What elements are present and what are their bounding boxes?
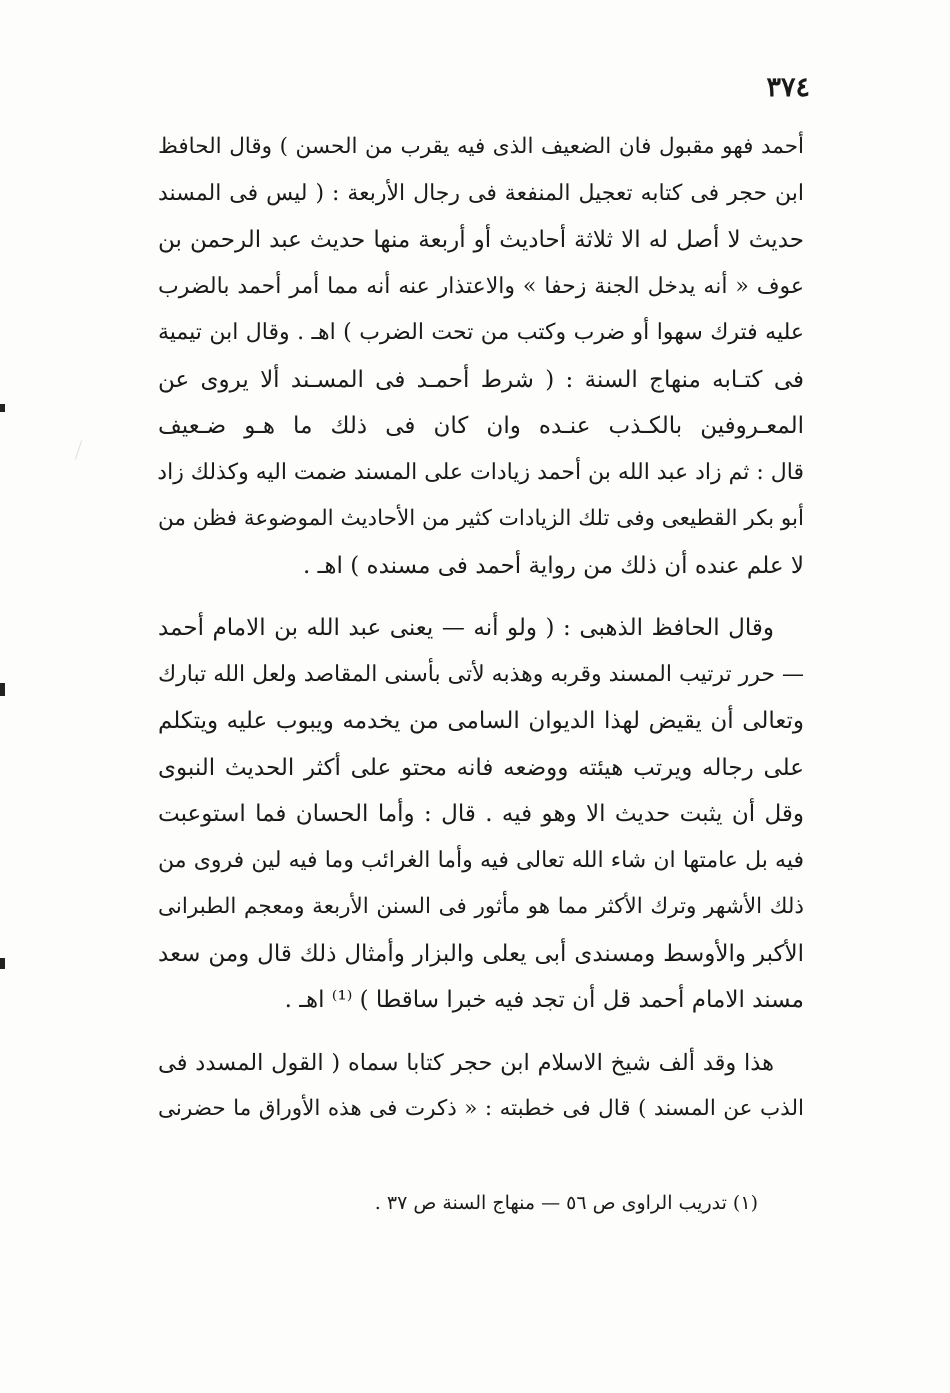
paragraph-1	[158, 124, 804, 589]
text-line: وقل أن يثبت حديث الا وهو فيه . قال : وأما الحسان فما استوعبت	[158, 801, 804, 827]
text-line: ذلك الأشهر وترك الأكثر مما هو مأثور فى السنن الأربعة ومعجم الطبرانى	[158, 894, 804, 919]
scan-artifact	[0, 683, 5, 696]
text-line: وقال الحافظ الذهبى : ( ولو أنه — يعنى عبد الله بن الامام أحمد	[158, 615, 774, 641]
text-line: الذب عن المسند ) قال فى خطبته : « ذكرت فى هذه الأوراق ما حضرنى	[158, 1096, 804, 1121]
text-line: المعـروفين بالكـذب عنـده وان كان فى ذلك ما هـو ضـعيف	[158, 413, 804, 439]
text-line: أبو بكر القطيعى وفى تلك الزيادات كثير من الأحاديث الموضوعة فظن من	[158, 506, 804, 531]
text-line: فيه بل عامتها ان شاء الله تعالى فيه وأما الغرائب وما فيه لين فروى من	[158, 847, 804, 873]
text-line: فى كتـابه منهاج السنة : ( شرط أحمـد فى المسـند ألا يروى عن	[158, 366, 804, 393]
text-line: أحمد فهو مقبول فان الضعيف الذى فيه يقرب من الحسن ) وقال الحافظ	[158, 134, 804, 159]
text-line: حديث لا أصل له الا ثلاثة أحاديث أو أربعة منها حديث عبد الرحمن بن	[158, 227, 804, 253]
text-line: على رجاله ويرتب هيئته ووضعه فانه محتو على أكثر الحديث النبوى	[158, 754, 804, 781]
paragraph-2	[158, 605, 804, 1024]
scan-artifact	[75, 440, 82, 459]
paragraph-3	[158, 1040, 804, 1133]
text-line: لا علم عنده أن ذلك من رواية أحمد فى مسنده ) اهـ .	[303, 552, 804, 579]
footnote: (١) تدريب الراوى ص ٥٦ — منهاج السنة ص ٣٧ .	[374, 1192, 758, 1214]
text-line: قال : ثم زاد عبد الله بن أحمد زيادات على المسند ضمت اليه وكذلك زاد	[157, 459, 804, 485]
text-line: عوف « أنه يدخل الجنة زحفا » والاعتذار عنه أنه مما أمر أحمد بالضرب	[158, 273, 804, 299]
text-line: ابن حجر فى كتابه تعجيل المنفعة فى رجال الأربعة : ( ليس فى المسند	[158, 180, 804, 206]
main-text	[158, 124, 804, 1133]
scan-artifact	[0, 404, 5, 412]
text-line: الأكبر والأوسط ومسندى أبى يعلى والبزار وأمثال ذلك قال ومن سعد	[158, 940, 804, 967]
text-line: عليه فترك سهوا أو ضرب وكتب من تحت الضرب ) اهـ . وقال ابن تيمية	[158, 320, 804, 345]
scan-artifact	[0, 958, 5, 969]
text-line: وتعالى أن يقيض لهذا الديوان السامى من يخدمه ويبوب عليه ويتكلم	[158, 708, 804, 734]
page-number: ٣٧٤	[766, 72, 810, 103]
text-line: — حرر ترتيب المسند وقربه وهذبه لأتى بأسنى المقاصد ولعل الله تبارك	[158, 661, 804, 687]
text-line: مسند الامام أحمد قل أن تجد فيه خبرا ساقطا ) ⁽¹⁾ اهـ .	[284, 987, 804, 1013]
text-line: هذا وقد ألف شيخ الاسلام ابن حجر كتابا سماه ( القول المسدد فى	[158, 1049, 774, 1076]
